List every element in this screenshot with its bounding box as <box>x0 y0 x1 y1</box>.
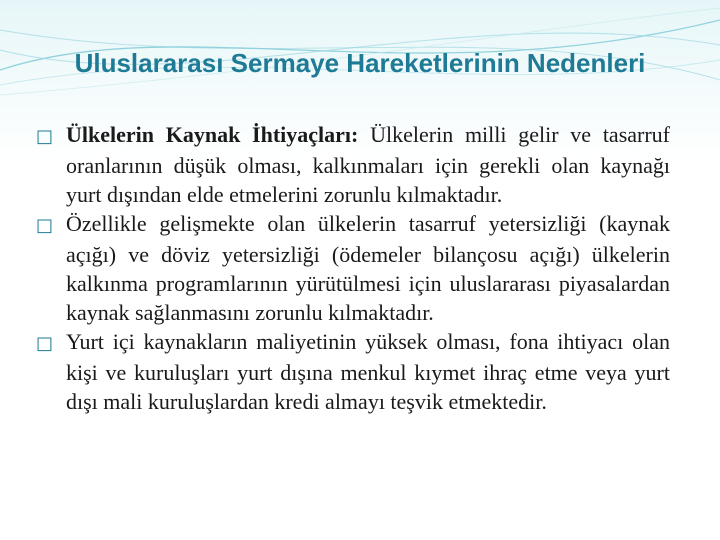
bullet-item-yurt-ici-kaynaklar <box>36 327 670 416</box>
page-title: Uluslararası Sermaye Hareketlerinin Nedenleri <box>74 48 646 78</box>
bullet-text: Yurt içi kaynakların maliyetinin yüksek olması, fona ihtiyacı olan kişi ve kuruluşları yurt dışına menkul kıymet ihraç etme veya yurt dışı mali kuruluşlardan kredi almayı teşvik etmektedir. <box>66 329 670 414</box>
box-bullet-icon: □ <box>36 333 54 354</box>
bullet-text: Ülkelerin milli gelir ve tasarruf oranlarının düşük olması, kalkınmaları için gerekli olan kaynağı yurt dışından elde etmelerini zorunlu kılmaktadır. <box>66 122 670 207</box>
content-body <box>36 120 670 416</box>
bullet-item-kaynak-ihtiyaclari <box>36 120 670 209</box>
bullet-text: Özellikle gelişmekte olan ülkelerin tasarruf yetersizliği (kaynak açığı) ve döviz yetersizliği (ödemeler bilançosu açığı) ülkelerin kalkınma programlarının yürütülmesi için uluslararası piyasalardan kaynak sağlanmasını zorunlu kılmaktadır. <box>66 211 670 325</box>
box-bullet-icon: □ <box>36 126 54 147</box>
box-bullet-icon: □ <box>36 215 54 236</box>
bullet-item-gelismekte-olan-ulkeler <box>36 209 670 327</box>
bullet-heading: Ülkelerin Kaynak İhtiyaçları: <box>66 122 359 147</box>
